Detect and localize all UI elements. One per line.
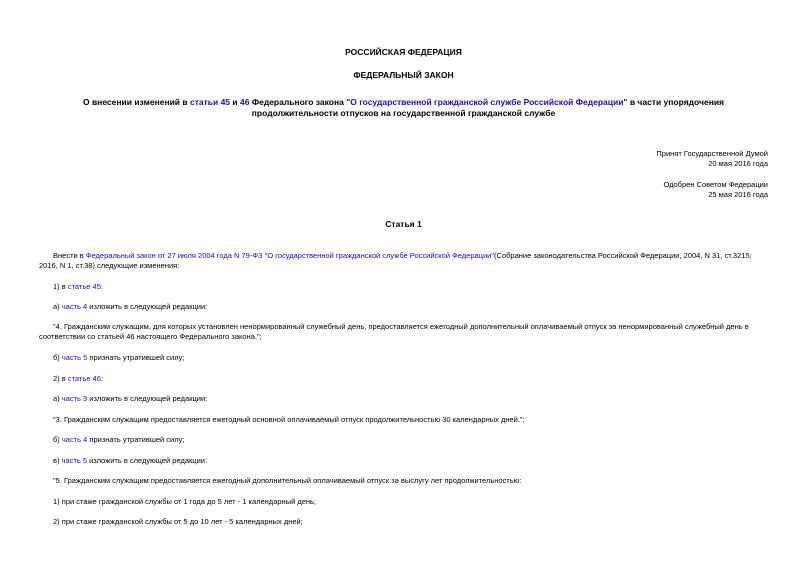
title-text: в части упорядочения продолжительности отпусков на государственной гражданской службе [251,97,725,118]
link-law-79fz[interactable]: "О государственной гражданской службе Российской Федерации" [346,97,628,107]
link-part-3[interactable]: часть 3 [61,394,88,403]
title-text: Федерального закона [249,97,347,107]
link-part-5[interactable]: часть 5 [61,353,88,362]
council-label: Одобрен Советом Федерации [663,180,768,189]
list-item: 2) при стаже гражданской службы от 5 до 10 лет - 5 календарных дней; [53,517,303,526]
item-1a-paragraph [39,302,768,312]
paragraph-text: б) [53,353,62,362]
link-part-4-art46[interactable]: часть 4 [61,435,88,444]
title-text: О внесении изменений в [82,97,190,107]
item-1b-paragraph [39,353,768,363]
item-2b-paragraph [39,435,768,445]
paragraph-text: признать утратившей силу; [87,435,185,444]
title-text: и [230,97,240,107]
link-article-45[interactable]: статьи 45 [189,97,231,107]
council-date: 25 мая 2016 года [708,190,768,199]
paragraph-text: : [100,374,103,383]
paragraph-text: а) [53,302,62,311]
link-part-5-art46[interactable]: часть 5 [61,456,88,465]
intro-paragraph [39,251,768,271]
item-2a-paragraph [39,394,768,404]
quote-part-5: "5. Гражданским служащим предоставляется ежегодный дополнительный оплачиваемый отпуск за выслугу лет продолжительностью: [53,476,522,485]
paragraph-text: а) [53,394,62,403]
link-article-46-body[interactable]: статье 46 [67,374,101,383]
paragraph-text: изложить в следующей редакции: [87,456,208,465]
list-item: 1) при стаже гражданской службы от 1 года до 5 лет - 1 календарный день; [53,497,317,506]
duma-label: Принят Государственной Думой [656,149,768,158]
paragraph-text: Внести в [53,251,86,260]
link-law-79fz-full[interactable]: Федеральный закон от 27 июля 2004 года N 79-ФЗ "О государственной гражданской службе Российской Федерации" [85,251,495,260]
law-type-heading: ФЕДЕРАЛЬНЫЙ ЗАКОН [353,70,454,80]
law-title [60,97,747,119]
paragraph-text: признать утратившей силу; [87,353,185,362]
article-heading: Статья 1 [385,219,422,229]
paragraph-text: изложить в следующей редакции: [87,302,208,311]
paragraph-text: в) [53,456,62,465]
duma-date: 20 мая 2016 года [708,159,768,168]
paragraph-text: (Собрание законодательства Российской Федерации, 2004, N 31, ст.3215; 2016, N 1, ст.38) следующие изменения: [39,251,752,270]
item-1-paragraph [39,282,768,292]
link-part-4[interactable]: часть 4 [61,302,88,311]
item-2-paragraph [39,374,768,384]
paragraph-text: : [100,282,103,291]
country-heading: РОССИЙСКАЯ ФЕДЕРАЦИЯ [345,47,462,57]
paragraph-text: изложить в следующей редакции: [87,394,208,403]
link-article-46[interactable]: 46 [240,97,250,107]
paragraph-text: 1) в [53,282,68,291]
paragraph-text: б) [53,435,62,444]
link-article-45-body[interactable]: статье 45 [67,282,101,291]
quote-part-3: "3. Гражданским служащим предоставляется ежегодный основной оплачиваемый отпуск продолжительностью 30 календарных дней."; [53,415,525,424]
item-2c-paragraph [39,456,768,466]
quote-part-4: "4. Гражданским служащим, для которых установлен ненормированный служебный день, предоставляется ежегодный дополнительный оплачиваемый отпуск за ненормированный служебный день в соответствии со статьей 46 настоящего Федерального закона."; [39,322,749,341]
paragraph-text: 2) в [53,374,68,383]
